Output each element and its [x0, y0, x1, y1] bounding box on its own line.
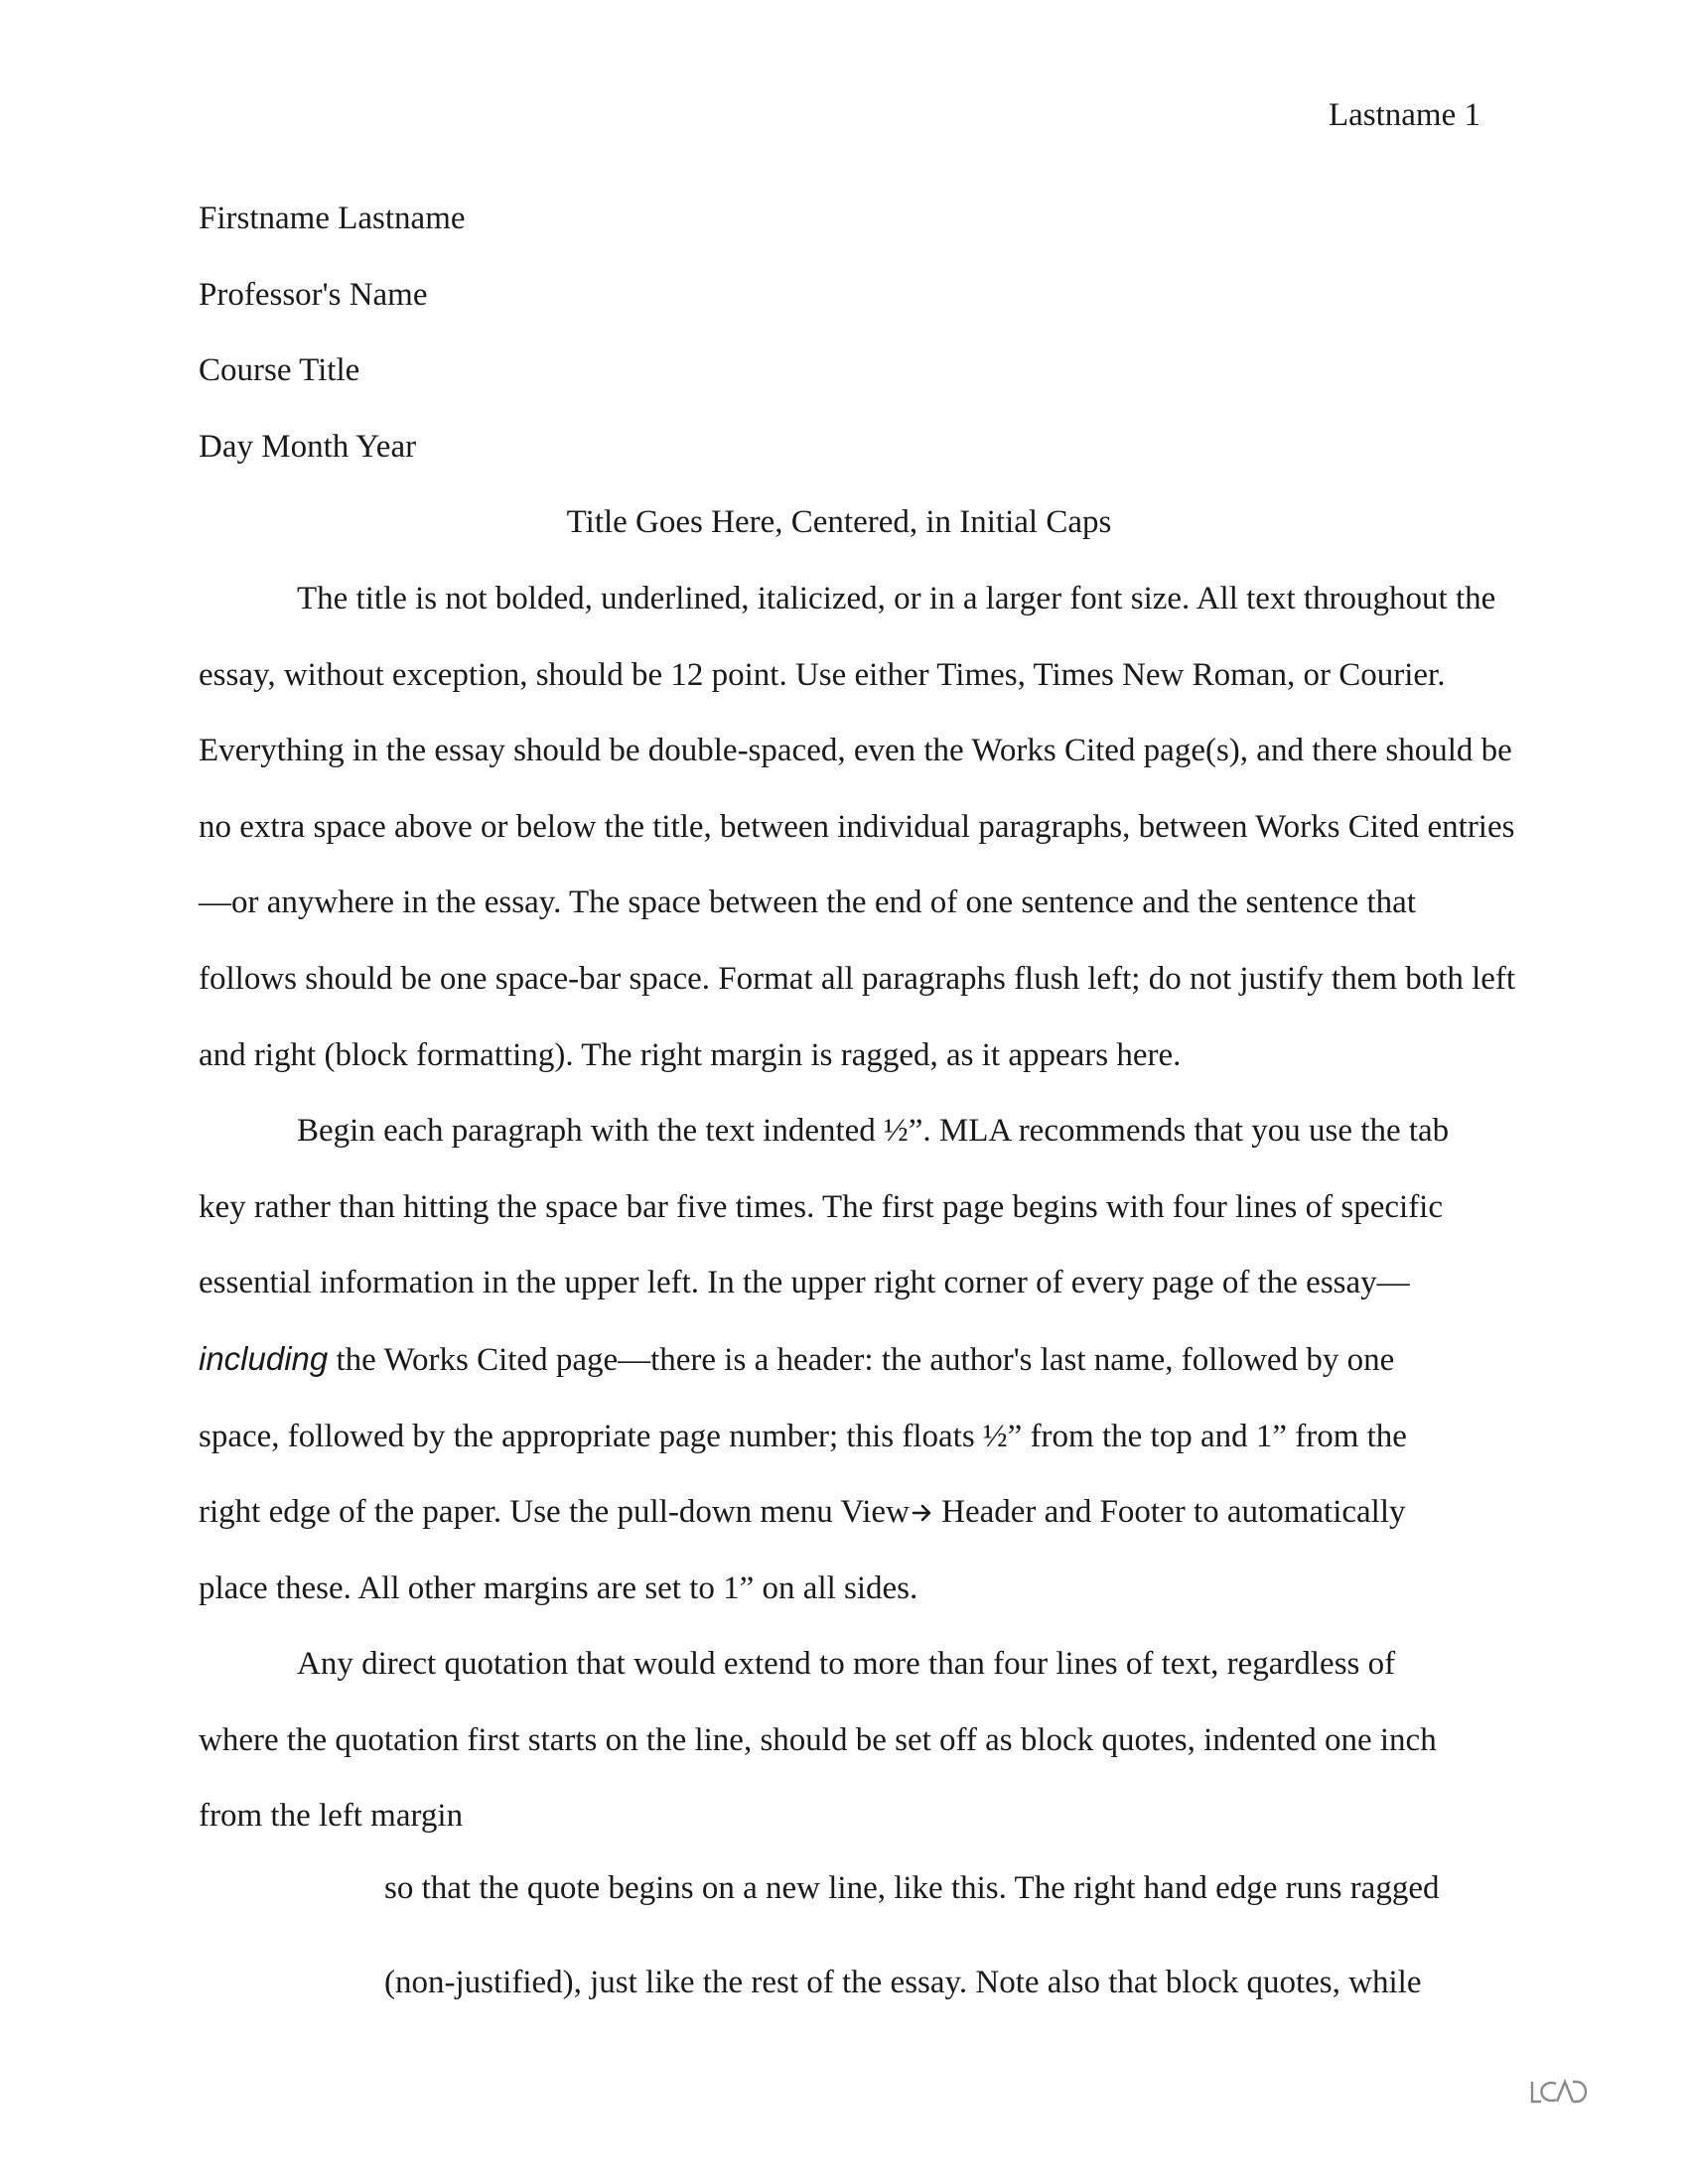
paragraph-2-line-1: Begin each paragraph with the text indented ½”. MLA recommends that you use the tab	[297, 1113, 1450, 1150]
paragraph-2-line-6-start: right edge of the paper. Use the pull-down menu View	[199, 1494, 910, 1531]
paragraph-2-line-4-rest: the Works Cited page—there is a header: the author's last name, followed by one	[328, 1341, 1395, 1378]
student-name: Firstname Lastname	[199, 201, 466, 236]
right-arrow-icon	[912, 1502, 933, 1524]
paragraph-1-line-4: no extra space above or below the title, between individual paragraphs, between Works Cited entries	[199, 808, 1515, 845]
paragraph-3-line-3: from the left margin	[199, 1798, 464, 1835]
paragraph-1-line-6: follows should be one space-bar space. Format all paragraphs flush left; do not justify them both left	[199, 960, 1516, 997]
paragraph-1-line-3: Everything in the essay should be double-spaced, even the Works Cited page(s), and there should be	[199, 733, 1512, 769]
block-quote-line-2: (non-justified), just like the rest of the essay. Note also that block quotes, while	[384, 1965, 1422, 2000]
block-quote-line-1: so that the quote begins on a new line, like this. The right hand edge runs ragged	[384, 1870, 1440, 1906]
course-title: Course Title	[199, 352, 360, 389]
paragraph-2-line-6	[199, 1474, 1479, 1551]
emphasis-including: including	[199, 1339, 329, 1377]
professor-name: Professor's Name	[199, 276, 428, 313]
paragraph-2-line-2: key rather than hitting the space bar five times. The first page begins with four lines of specific	[199, 1188, 1444, 1225]
paragraph-2-line-3: essential information in the upper left. In the upper right corner of every page of the essay—	[199, 1265, 1410, 1301]
running-head: Lastname 1	[1328, 97, 1480, 133]
paragraph-2-line-6-end: Header and Footer to automatically	[932, 1494, 1406, 1531]
essay-body	[199, 181, 1516, 1854]
date-line: Day Month Year	[199, 428, 417, 465]
paragraph-1-line-2: essay, without exception, should be 12 point. Use either Times, Times New Roman, or Courier.	[199, 656, 1446, 693]
paragraph-2-line-4	[199, 1321, 1479, 1399]
paragraph-1-line-7: and right (block formatting). The right margin is ragged, as it appears here.	[199, 1036, 1182, 1073]
paragraph-1-line-5: —or anywhere in the essay. The space between the end of one sentence and the sentence that	[199, 885, 1416, 921]
paragraph-2-line-7: place these. All other margins are set to 1” on all sides.	[199, 1570, 918, 1606]
paragraph-3-line-2: where the quotation first starts on the line, should be set off as block quotes, indented one inch	[199, 1721, 1437, 1758]
block-quote	[384, 1842, 1477, 2030]
essay-title: Title Goes Here, Centered, in Initial Caps	[566, 504, 1112, 541]
paragraph-3-line-1: Any direct quotation that would extend to more than four lines of text, regardless of	[297, 1646, 1396, 1683]
lcad-logo-icon	[1529, 2078, 1589, 2106]
paragraph-1-line-1: The title is not bolded, underlined, italicized, or in a larger font size. All text throughout the	[297, 580, 1496, 616]
paragraph-2-line-5: space, followed by the appropriate page number; this floats ½” from the top and 1” from the	[199, 1418, 1407, 1454]
